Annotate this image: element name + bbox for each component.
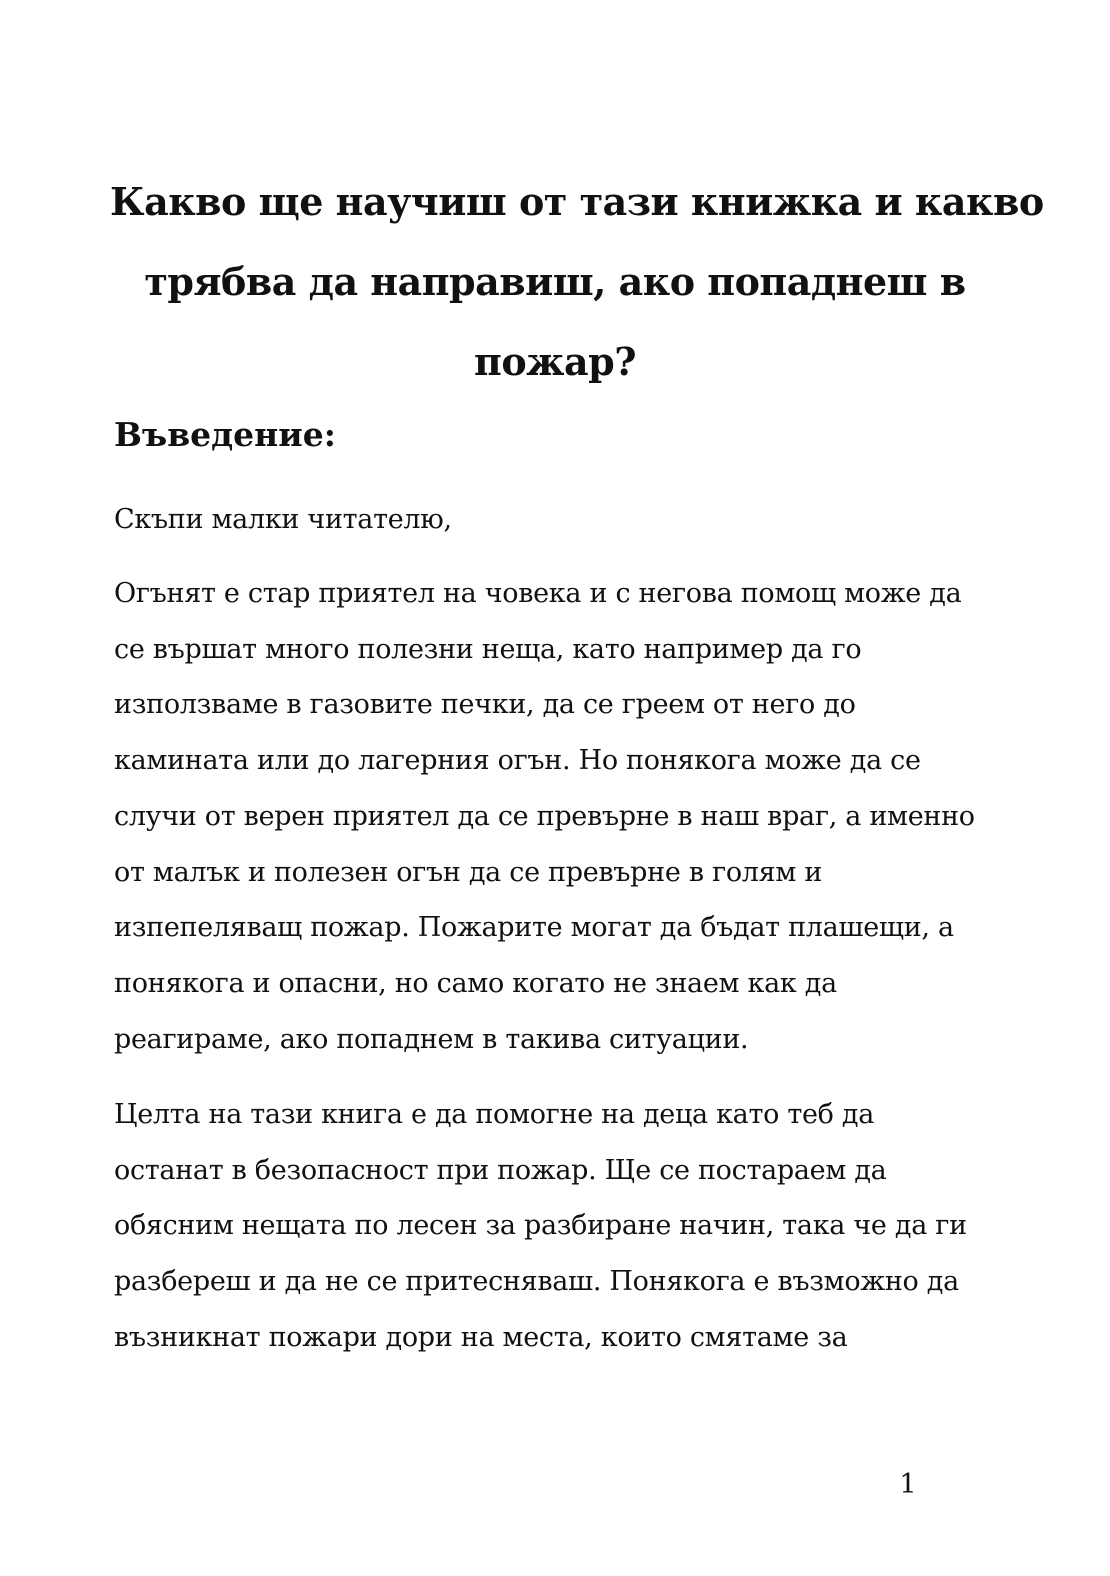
text-line: обясним нещата по лесен за разбиране начин, така че да ги <box>114 1210 967 1242</box>
greeting-paragraph <box>114 492 994 548</box>
text-line: камината или до лагерния огън. Но понякога може да се <box>114 745 921 777</box>
text-line: използваме в газовите печки, да се греем от него до <box>114 689 856 721</box>
title-line: пожар? <box>474 339 636 384</box>
text-line: понякога и опасни, но само когато не знаем как да <box>114 967 837 999</box>
body-paragraph-1 <box>114 566 994 1067</box>
text-line: възникнат пожари дори на места, които смятаме за <box>114 1321 848 1353</box>
text-line: реагираме, ако попаднем в такива ситуации. <box>114 1023 749 1055</box>
text-line: изпепеляващ пожар. Пожарите могат да бъдат плашещи, а <box>114 912 954 944</box>
title-line: Какво ще научиш от тази книжка и какво <box>110 179 1044 224</box>
text-line: Огънят е стар приятел на човека и с негова помощ може да <box>114 578 962 609</box>
text-line: случи от верен приятел да се превърне в наш враг, а именно <box>114 800 975 832</box>
title-line: трябва да направиш, ако попаднеш в <box>144 259 966 304</box>
text-line: останат в безопасност при пожар. Ще се постараем да <box>114 1154 887 1186</box>
page-title <box>110 162 1044 402</box>
page-number: 1 <box>899 1469 917 1500</box>
text-line: разбереш и да не се притесняваш. Понякога е възможно да <box>114 1266 959 1298</box>
text-line: Целта на тази книга е да помогне на деца като теб да <box>114 1099 875 1130</box>
body-paragraph-2 <box>114 1087 994 1366</box>
section-heading-introduction: Въведение: <box>114 415 336 454</box>
text-line: се вършат много полезни неща, като например да го <box>114 633 862 665</box>
text-line: Скъпи малки читателю, <box>114 504 452 535</box>
text-line: от малък и полезен огън да се превърне в голям и <box>114 856 823 888</box>
